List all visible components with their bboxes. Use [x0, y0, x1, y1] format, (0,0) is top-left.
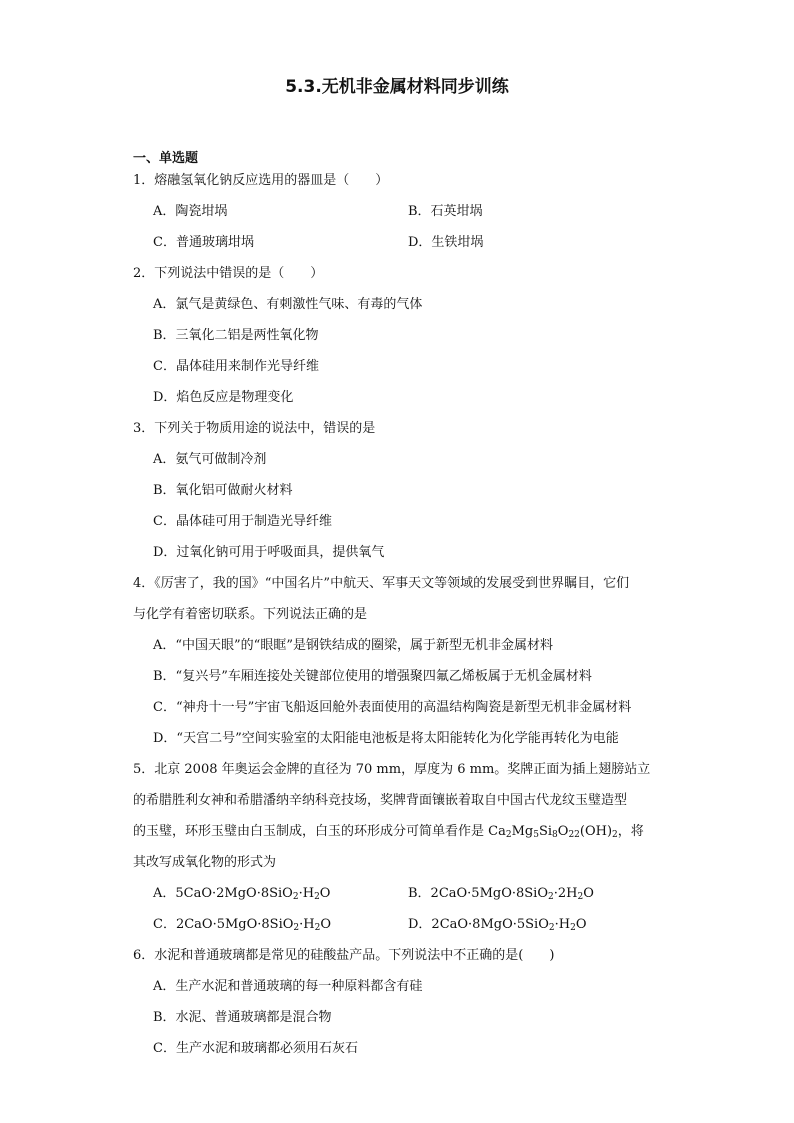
question-5-options-row-2: [133, 916, 663, 947]
subscript: 22: [568, 830, 580, 840]
question-2-option-c: C．晶体硅用来制作光导纤维: [153, 359, 319, 374]
question-1-option-c: C．普通玻璃坩埚: [153, 235, 254, 250]
question-6-option-a: A．生产水泥和普通玻璃的每一种原料都含有硅: [153, 979, 423, 994]
question-2-stem: 2．下列说法中错误的是（ ）: [133, 266, 324, 281]
question-4-stem-line-1: 4．《厉害了，我的国》“中国名片”中航天、军事天文等领域的发展受到世界瞩目，它们: [133, 576, 630, 591]
subscript: 2: [612, 830, 618, 840]
question-1-options-row-2: [133, 234, 663, 265]
question-4-option-a: A．“中国天眼”的“眼眶”是钢铁结成的圈梁，属于新型无机非金属材料: [153, 638, 553, 653]
question-3-option-b: B．氧化铝可做耐火材料: [153, 483, 293, 498]
option-text: O: [320, 917, 332, 932]
section-heading: 一、单选题: [133, 151, 199, 166]
question-6-option-c: C．生产水泥和玻璃都必须用石灰石: [153, 1041, 358, 1056]
question-5-stem-line-2: 的希腊胜利女神和希腊潘纳辛纳科竞技场，奖牌背面镶嵌着取自中国古代龙纹玉璧造型: [133, 793, 628, 808]
subscript: 8: [552, 830, 558, 840]
question-5-stem-line-3: [133, 823, 663, 854]
question-list: [133, 172, 663, 1071]
question-3-option-d: D．过氧化钠可用于呼吸面具，提供氧气: [153, 545, 385, 560]
option-text: ·H: [299, 917, 315, 932]
option-text: A．5CaO·2MgO·8SiO: [153, 886, 293, 901]
subscript: 2: [548, 892, 554, 902]
question-4-option-d: D．“天宫二号”空间实验室的太阳能电池板是将太阳能转化为化学能再转化为电能: [153, 731, 619, 746]
question-3-stem: 3．下列关于物质用途的说法中，错误的是: [133, 421, 376, 436]
question-5-option-b: [408, 885, 663, 916]
question-4-stem-line-2: 与化学有着密切联系。下列说法正确的是: [133, 607, 368, 622]
question-5-option-a: [153, 885, 408, 916]
formula-part: O: [557, 824, 569, 839]
question-5-stem-line-1: 5．北京 2008 年奥运会金牌的直径为 70 mm，厚度为 6 mm。奖牌正面为插上翅膀站立: [133, 762, 651, 777]
option-text: ·H: [554, 917, 571, 932]
option-text: O: [583, 886, 594, 901]
subscript: 2: [570, 923, 576, 933]
formula-part: (OH): [579, 824, 613, 839]
question-1-option-d: D．生铁坩埚: [408, 235, 484, 250]
option-text: ·H: [298, 886, 315, 901]
question-1-option-a: A．陶瓷坩埚: [153, 204, 228, 219]
question-1-option-b: B．石英坩埚: [408, 204, 483, 219]
option-text: O: [575, 917, 587, 932]
option-text: O: [319, 886, 331, 901]
formula-part: ，将: [617, 824, 644, 839]
subscript: 2: [505, 830, 512, 840]
subscript: 2: [292, 892, 299, 902]
question-6-option-b: B．水泥、普通玻璃都是混合物: [153, 1010, 332, 1025]
subscript: 2: [314, 923, 321, 933]
option-text: ·2H: [553, 886, 578, 901]
option-text: C．2CaO·5MgO·8SiO: [153, 917, 294, 932]
question-4-option-b: B．“复兴号”车厢连接处关键部位使用的增强聚四氟乙烯板属于无机金属材料: [153, 669, 592, 684]
question-5-stem-line-4: 其改写成氧化物的形式为: [133, 855, 277, 870]
question-5-stem-text: 的玉璧，环形玉璧由白玉制成，白玉的环形成分可简单看作是 Ca: [133, 824, 506, 839]
subscript: 5: [533, 830, 539, 840]
formula-part: Si: [538, 824, 553, 839]
question-6-stem: 6．水泥和普通玻璃都是常见的硅酸盐产品。下列说法中不正确的是( ): [133, 948, 555, 963]
question-3-option-c: C．晶体硅可用于制造光导纤维: [153, 514, 332, 529]
page-title: 5.3.无机非金属材料同步训练: [285, 77, 509, 97]
question-1-stem: 1．熔融氢氧化钠反应选用的器皿是（ ）: [133, 173, 389, 188]
question-5-option-d: [408, 916, 663, 947]
question-1-options-row-1: [133, 203, 663, 234]
question-2-option-d: D．焰色反应是物理变化: [153, 390, 294, 405]
subscript: 2: [314, 892, 320, 902]
question-5-options-row-1: [133, 885, 663, 916]
option-text: D．2CaO·8MgO·5SiO: [408, 917, 549, 932]
formula-part: Mg: [511, 824, 534, 839]
question-2-option-a: A．氯气是黄绿色、有刺激性气味、有毒的气体: [153, 297, 423, 312]
option-text: B．2CaO·5MgO·8SiO: [408, 886, 548, 901]
question-3-option-a: A．氨气可做制冷剂: [153, 452, 267, 467]
subscript: 2: [577, 892, 584, 902]
subscript: 2: [548, 923, 555, 933]
subscript: 2: [293, 923, 300, 933]
question-2-option-b: B．三氧化二铝是两性氧化物: [153, 328, 319, 343]
question-4-option-c: C．“神舟十一号”宇宙飞船返回舱外表面使用的高温结构陶瓷是新型无机非金属材料: [153, 700, 632, 715]
question-5-option-c: [153, 916, 408, 947]
